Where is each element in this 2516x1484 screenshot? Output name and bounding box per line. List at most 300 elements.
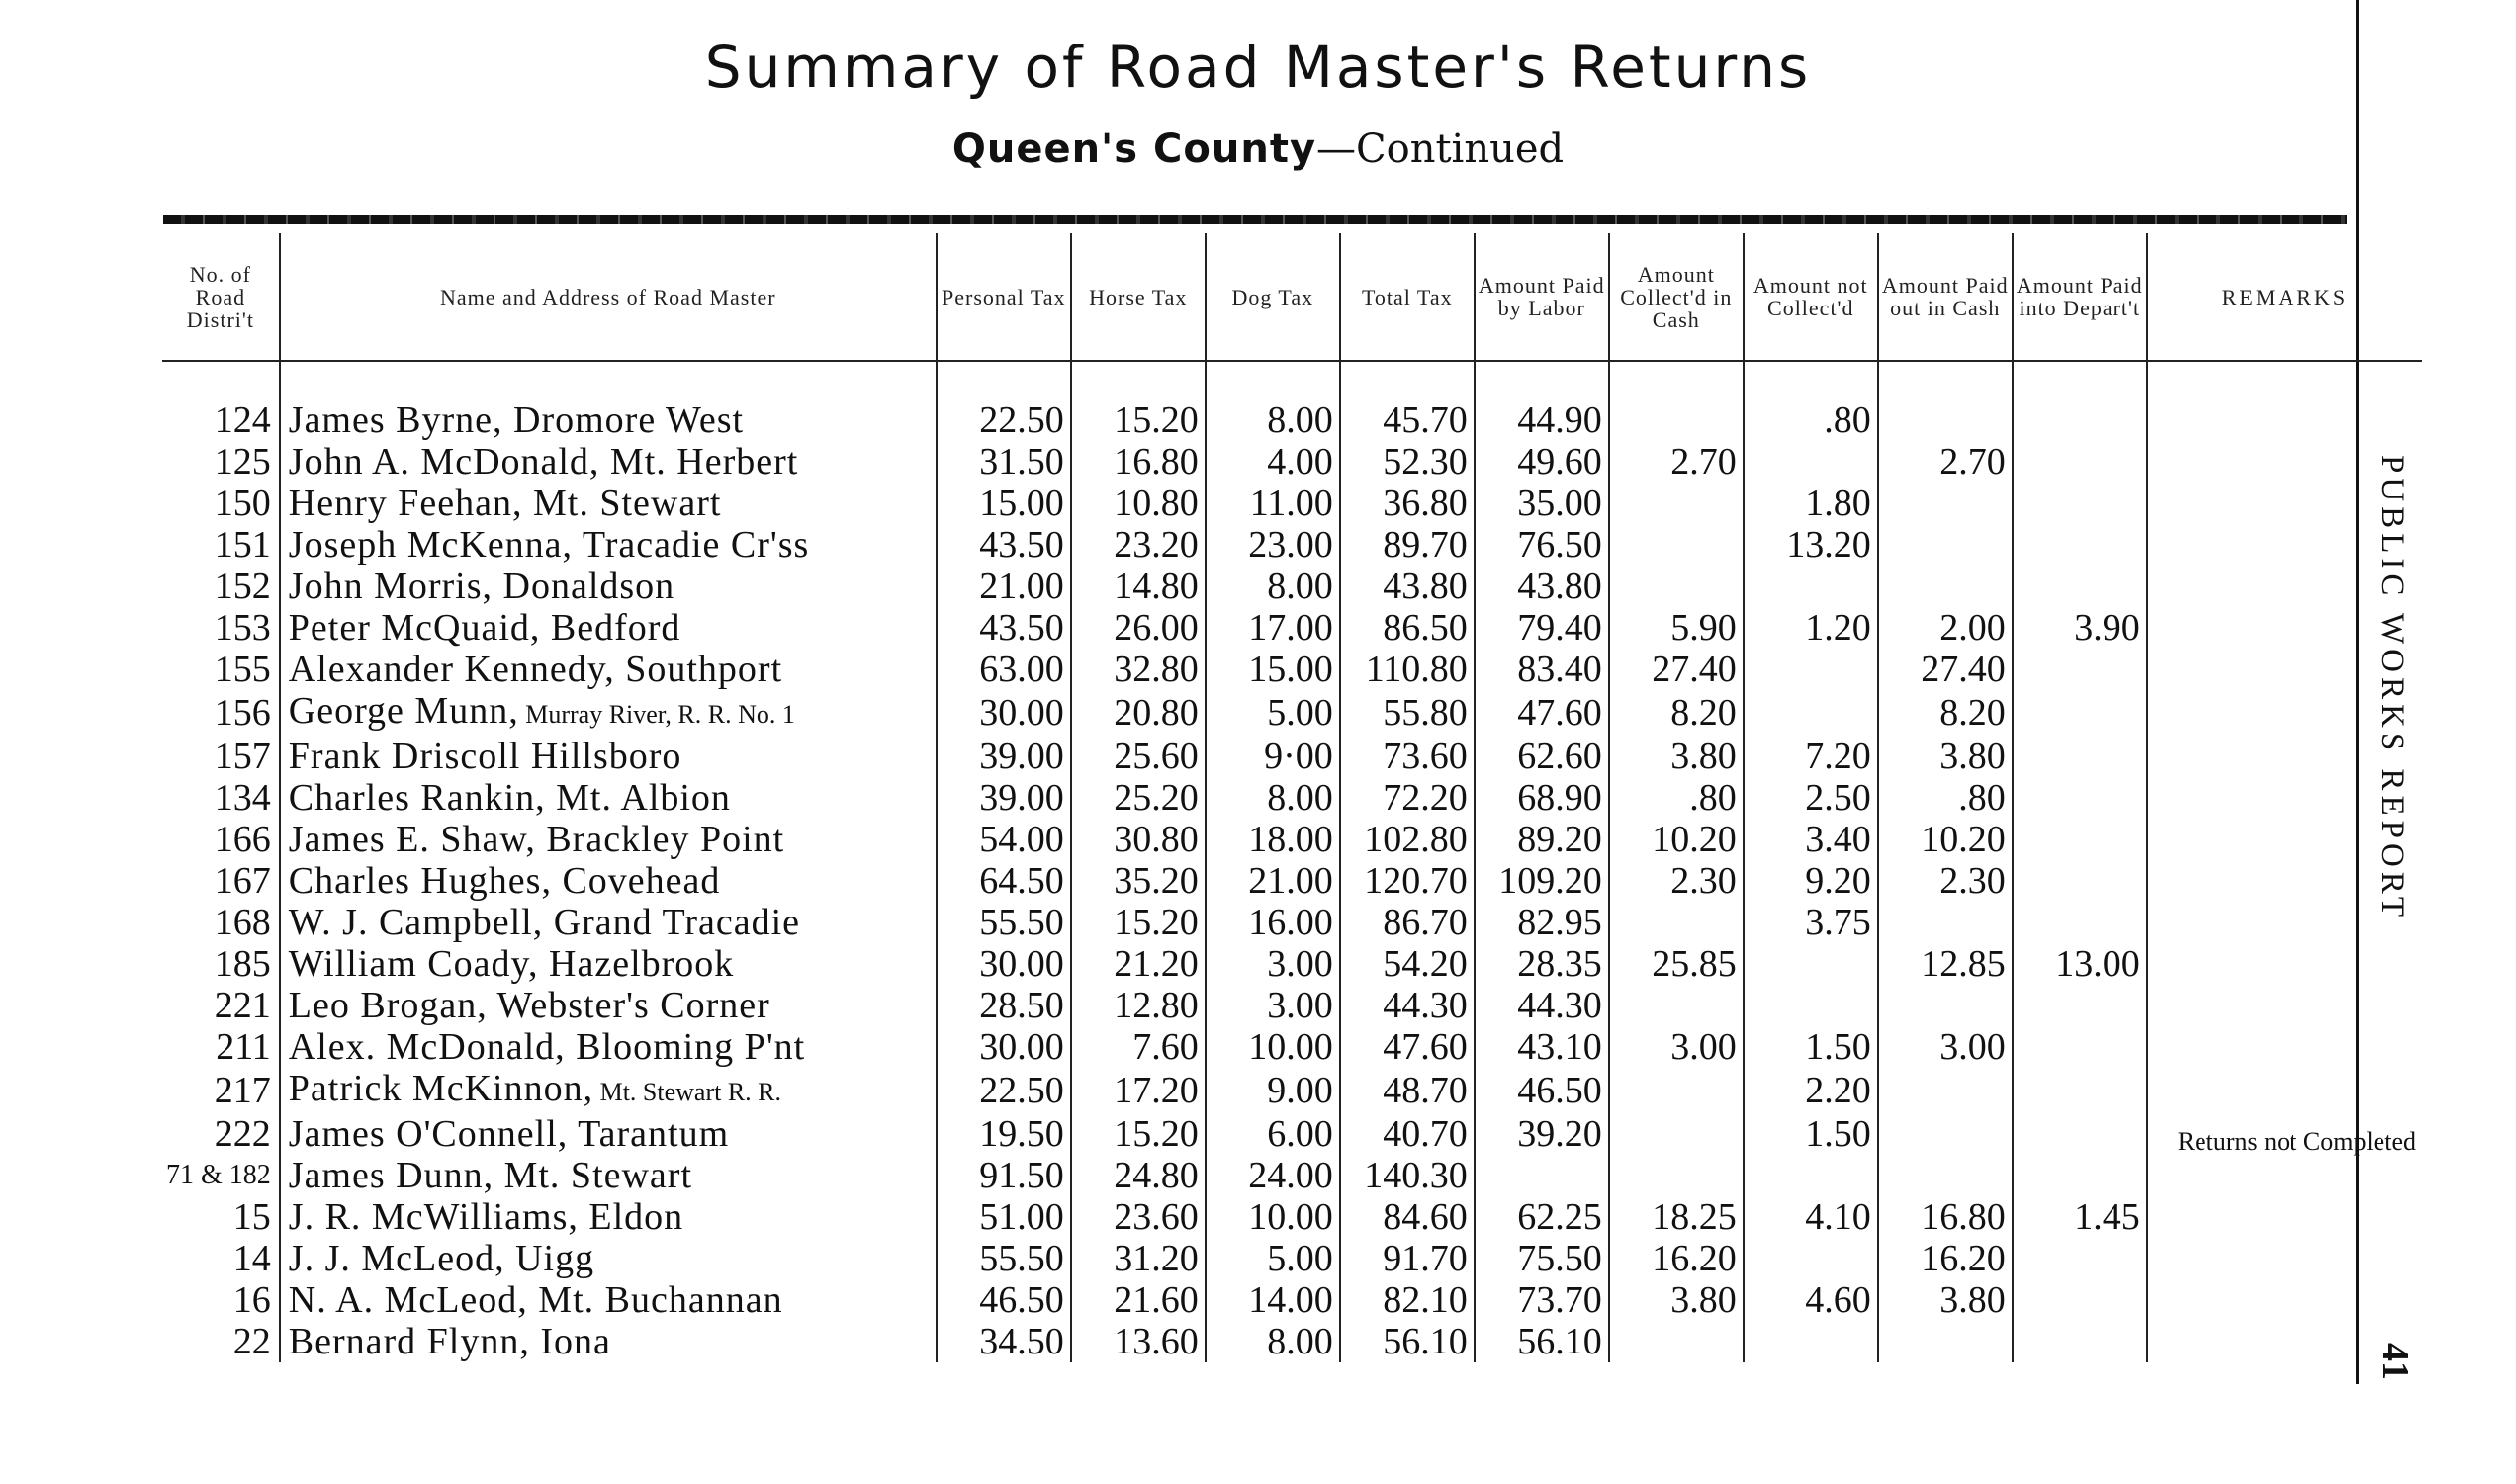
paid-into-depart-cell [2013,399,2147,441]
col-district-header: No. of Road Distri't [162,233,280,361]
paid-by-labor-cell: 56.10 [1475,1321,1609,1362]
spacer-cell [162,361,280,399]
district-number-cell: 134 [162,777,280,819]
paid-into-depart-cell: 1.45 [2013,1196,2147,1238]
personal-tax-cell: 39.00 [937,777,1071,819]
paid-by-labor-cell: 62.60 [1475,736,1609,777]
paid-by-labor-cell: 43.10 [1475,1026,1609,1068]
road-master-name: Charles Rankin, Mt. Albion [288,777,731,819]
table-row [162,649,2422,690]
table-row [162,1279,2422,1321]
district-number-cell: 222 [162,1113,280,1155]
collected-cash-cell: 10.20 [1609,819,1744,860]
collected-cash-cell [1609,985,1744,1026]
total-tax-cell: 84.60 [1340,1196,1475,1238]
subtitle-continued: —Continued [1316,127,1565,172]
paid-by-labor-cell: 39.20 [1475,1113,1609,1155]
paid-out-cash-cell: 3.80 [1878,1279,2013,1321]
paid-into-depart-cell [2013,902,2147,943]
paid-into-depart-cell [2013,1238,2147,1279]
total-tax-cell: 44.30 [1340,985,1475,1026]
collected-cash-cell [1609,1113,1744,1155]
paid-out-cash-cell [1878,524,2013,566]
district-number-cell: 217 [162,1068,280,1113]
total-tax-cell: 120.70 [1340,860,1475,902]
remarks-cell-empty [2147,482,2422,524]
horse-tax-cell: 25.60 [1071,736,1206,777]
paid-into-depart-cell [2013,649,2147,690]
horse-tax-cell: 26.00 [1071,607,1206,649]
personal-tax-cell: 64.50 [937,860,1071,902]
paid-out-cash-cell: 12.85 [1878,943,2013,985]
total-tax-cell: 48.70 [1340,1068,1475,1113]
district-number-cell: 185 [162,943,280,985]
paid-out-cash-cell [1878,1068,2013,1113]
paid-into-depart-cell [2013,1026,2147,1068]
horse-tax-cell: 12.80 [1071,985,1206,1026]
remarks-cell-empty [2147,860,2422,902]
collected-cash-cell: 5.90 [1609,607,1744,649]
page-subtitle [0,127,2516,172]
road-master-name-cell [280,819,937,860]
dog-tax-cell: 14.00 [1206,1279,1340,1321]
table-header-row [162,233,2422,361]
total-tax-cell: 72.20 [1340,777,1475,819]
total-tax-cell: 110.80 [1340,649,1475,690]
col-personal-tax-header: Personal Tax [937,233,1071,361]
road-master-name: N. A. McLeod, Mt. Buchannan [288,1279,783,1321]
road-master-name: W. J. Campbell, Grand Tracadie [288,902,801,943]
table-row [162,1026,2422,1068]
total-tax-cell: 55.80 [1340,690,1475,736]
total-tax-cell: 45.70 [1340,399,1475,441]
road-master-name: Bernard Flynn, Iona [288,1321,611,1362]
total-tax-cell: 140.30 [1340,1155,1475,1196]
district-number-cell: 124 [162,399,280,441]
dog-tax-cell: 16.00 [1206,902,1340,943]
col-horse-tax-header: Horse Tax [1071,233,1206,361]
paid-out-cash-cell [1878,902,2013,943]
not-collected-cell: 3.75 [1744,902,1878,943]
paid-into-depart-cell [2013,1113,2147,1155]
collected-cash-cell: 3.80 [1609,1279,1744,1321]
not-collected-cell: 9.20 [1744,860,1878,902]
paid-out-cash-cell: 3.00 [1878,1026,2013,1068]
paid-into-depart-cell: 3.90 [2013,607,2147,649]
table-row [162,860,2422,902]
remarks-cell-empty [2147,566,2422,607]
col-paid-into-depart-header: Amount Paid into Depart't [2013,233,2147,361]
paid-by-labor-cell: 44.30 [1475,985,1609,1026]
horse-tax-cell: 14.80 [1071,566,1206,607]
road-master-name: Peter McQuaid, Bedford [288,607,681,649]
personal-tax-cell: 22.50 [937,1068,1071,1113]
dog-tax-cell: 9.00 [1206,1068,1340,1113]
paid-out-cash-cell: 2.00 [1878,607,2013,649]
district-number-cell: 14 [162,1238,280,1279]
personal-tax-cell: 34.50 [937,1321,1071,1362]
not-collected-cell [1744,690,1878,736]
total-tax-cell: 86.70 [1340,902,1475,943]
paid-into-depart-cell [2013,1155,2147,1196]
dog-tax-cell: 8.00 [1206,1321,1340,1362]
total-tax-cell: 86.50 [1340,607,1475,649]
spacer-cell [1071,361,1206,399]
horse-tax-cell: 13.60 [1071,1321,1206,1362]
district-number-cell: 152 [162,566,280,607]
personal-tax-cell: 22.50 [937,399,1071,441]
dog-tax-cell: 21.00 [1206,860,1340,902]
road-master-name-cell [280,1026,937,1068]
horse-tax-cell: 16.80 [1071,441,1206,482]
road-master-name-cell [280,736,937,777]
col-remarks-header: REMARKS [2147,233,2422,361]
table-row [162,1113,2422,1155]
paid-into-depart-cell [2013,985,2147,1026]
paid-out-cash-cell: 16.80 [1878,1196,2013,1238]
paid-by-labor-cell: 73.70 [1475,1279,1609,1321]
table-spacer-row [162,361,2422,399]
remarks-cell-empty [2147,1026,2422,1068]
collected-cash-cell [1609,1321,1744,1362]
road-master-name-cell [280,482,937,524]
dog-tax-cell: 23.00 [1206,524,1340,566]
not-collected-cell: 1.50 [1744,1026,1878,1068]
spacer-cell [1744,361,1878,399]
paid-into-depart-cell [2013,1068,2147,1113]
table-row [162,482,2422,524]
paid-by-labor-cell: 68.90 [1475,777,1609,819]
paid-out-cash-cell: 27.40 [1878,649,2013,690]
district-number-cell: 168 [162,902,280,943]
table-row [162,1238,2422,1279]
personal-tax-cell: 15.00 [937,482,1071,524]
paid-into-depart-cell [2013,1321,2147,1362]
collected-cash-cell [1609,1155,1744,1196]
paid-into-depart-cell: 13.00 [2013,943,2147,985]
remarks-cell-empty [2147,690,2422,736]
horse-tax-cell: 21.20 [1071,943,1206,985]
remarks-cell-empty [2147,943,2422,985]
district-number-cell: 71 & 182 [162,1155,280,1196]
not-collected-cell: 1.80 [1744,482,1878,524]
paid-out-cash-cell [1878,985,2013,1026]
remarks-cell-empty [2147,985,2422,1026]
road-master-name: George Munn, [288,690,519,732]
collected-cash-cell: 3.00 [1609,1026,1744,1068]
remarks-cell-empty [2147,902,2422,943]
dog-tax-cell: 18.00 [1206,819,1340,860]
not-collected-cell: 1.20 [1744,607,1878,649]
horse-tax-cell: 7.60 [1071,1026,1206,1068]
road-master-name: J. J. McLeod, Uigg [288,1238,595,1279]
header-rule [163,215,2347,224]
spacer-cell [1609,361,1744,399]
not-collected-cell: .80 [1744,399,1878,441]
district-number-cell: 166 [162,819,280,860]
district-number-cell: 153 [162,607,280,649]
paid-by-labor-cell: 49.60 [1475,441,1609,482]
remarks-cell-empty [2147,441,2422,482]
horse-tax-cell: 15.20 [1071,1113,1206,1155]
paid-out-cash-cell: 8.20 [1878,690,2013,736]
road-master-name-cell [280,441,937,482]
dog-tax-cell: 9·00 [1206,736,1340,777]
remarks-cell-empty [2147,1068,2422,1113]
spacer-cell [1475,361,1609,399]
col-not-collected-header: Amount not Collect'd [1744,233,1878,361]
paid-by-labor-cell: 109.20 [1475,860,1609,902]
not-collected-cell [1744,649,1878,690]
total-tax-cell: 89.70 [1340,524,1475,566]
district-number-cell: 15 [162,1196,280,1238]
paid-out-cash-cell: 16.20 [1878,1238,2013,1279]
not-collected-cell: 3.40 [1744,819,1878,860]
table-row [162,441,2422,482]
paid-by-labor-cell: 79.40 [1475,607,1609,649]
paid-into-depart-cell [2013,1279,2147,1321]
paid-by-labor-cell: 47.60 [1475,690,1609,736]
road-master-name-cell [280,943,937,985]
dog-tax-cell: 11.00 [1206,482,1340,524]
road-master-name-cell [280,1113,937,1155]
road-master-returns-table [162,233,2422,1362]
remarks-cell-empty [2147,777,2422,819]
subtitle-county: Queen's County [951,127,1317,172]
remarks-cell-empty [2147,1238,2422,1279]
collected-cash-cell [1609,902,1744,943]
paid-by-labor-cell: 75.50 [1475,1238,1609,1279]
personal-tax-cell: 39.00 [937,736,1071,777]
district-number-cell: 157 [162,736,280,777]
paid-by-labor-cell: 76.50 [1475,524,1609,566]
personal-tax-cell: 19.50 [937,1113,1071,1155]
paid-by-labor-cell: 82.95 [1475,902,1609,943]
total-tax-cell: 40.70 [1340,1113,1475,1155]
personal-tax-cell: 31.50 [937,441,1071,482]
dog-tax-cell: 8.00 [1206,399,1340,441]
col-collected-cash-header: Amount Collect'd in Cash [1609,233,1744,361]
collected-cash-cell: 16.20 [1609,1238,1744,1279]
road-master-name: James Byrne, Dromore West [288,399,745,441]
road-master-name-cell [280,607,937,649]
table-row [162,690,2422,736]
paid-out-cash-cell [1878,1321,2013,1362]
paid-by-labor-cell: 83.40 [1475,649,1609,690]
not-collected-cell [1744,1155,1878,1196]
road-master-name-cell [280,1238,937,1279]
table-row [162,985,2422,1026]
personal-tax-cell: 43.50 [937,607,1071,649]
horse-tax-cell: 23.20 [1071,524,1206,566]
collected-cash-cell [1609,524,1744,566]
dog-tax-cell: 10.00 [1206,1026,1340,1068]
road-master-name: Henry Feehan, Mt. Stewart [288,482,722,524]
paid-into-depart-cell [2013,524,2147,566]
collected-cash-cell: 2.70 [1609,441,1744,482]
not-collected-cell [1744,1238,1878,1279]
district-number-cell: 156 [162,690,280,736]
dog-tax-cell: 15.00 [1206,649,1340,690]
not-collected-cell: 2.50 [1744,777,1878,819]
paid-out-cash-cell [1878,1113,2013,1155]
road-master-name-cell [280,777,937,819]
remarks-cell-empty [2147,1196,2422,1238]
district-number-cell: 211 [162,1026,280,1068]
personal-tax-cell: 91.50 [937,1155,1071,1196]
horse-tax-cell: 30.80 [1071,819,1206,860]
spacer-cell [1206,361,1340,399]
collected-cash-cell: 27.40 [1609,649,1744,690]
road-master-name: Charles Hughes, Covehead [288,860,721,902]
not-collected-cell: 7.20 [1744,736,1878,777]
table-body [162,361,2422,1362]
paid-out-cash-cell: 2.30 [1878,860,2013,902]
dog-tax-cell: 10.00 [1206,1196,1340,1238]
district-number-cell: 155 [162,649,280,690]
not-collected-cell [1744,441,1878,482]
road-master-name-cell [280,985,937,1026]
personal-tax-cell: 28.50 [937,985,1071,1026]
remarks-cell-empty [2147,819,2422,860]
remarks-cell-empty [2147,524,2422,566]
remarks-cell-empty [2147,1321,2422,1362]
road-master-name: Frank Driscoll Hillsboro [288,736,682,777]
not-collected-cell: 4.10 [1744,1196,1878,1238]
table-row [162,902,2422,943]
total-tax-cell: 102.80 [1340,819,1475,860]
total-tax-cell: 56.10 [1340,1321,1475,1362]
paid-out-cash-cell [1878,482,2013,524]
district-number-cell: 151 [162,524,280,566]
table-row [162,1321,2422,1362]
paid-into-depart-cell [2013,860,2147,902]
road-master-name: Alex. McDonald, Blooming P'nt [288,1026,806,1068]
paid-into-depart-cell [2013,777,2147,819]
personal-tax-cell: 51.00 [937,1196,1071,1238]
not-collected-cell [1744,566,1878,607]
personal-tax-cell: 55.50 [937,902,1071,943]
table-row [162,777,2422,819]
col-dog-tax-header: Dog Tax [1206,233,1340,361]
not-collected-cell [1744,943,1878,985]
horse-tax-cell: 24.80 [1071,1155,1206,1196]
district-number-cell: 22 [162,1321,280,1362]
page-number: 41 [2375,1343,2416,1380]
not-collected-cell: 13.20 [1744,524,1878,566]
personal-tax-cell: 63.00 [937,649,1071,690]
personal-tax-cell: 30.00 [937,1026,1071,1068]
running-head: PUBLIC WORKS REPORT [2375,455,2410,921]
paid-by-labor-cell: 28.35 [1475,943,1609,985]
remarks-cell-empty [2147,649,2422,690]
dog-tax-cell: 8.00 [1206,566,1340,607]
paid-out-cash-cell: .80 [1878,777,2013,819]
paid-into-depart-cell [2013,566,2147,607]
road-master-name-cell [280,1196,937,1238]
road-master-name: Leo Brogan, Webster's Corner [288,985,770,1026]
col-paid-out-cash-header: Amount Paid out in Cash [1878,233,2013,361]
spacer-cell [937,361,1071,399]
paid-by-labor-cell: 35.00 [1475,482,1609,524]
road-master-name: Joseph McKenna, Tracadie Cr'ss [288,524,810,566]
paid-into-depart-cell [2013,482,2147,524]
horse-tax-cell: 32.80 [1071,649,1206,690]
road-master-name-cell [280,690,937,736]
road-master-name: John A. McDonald, Mt. Herbert [288,441,799,482]
collected-cash-cell: .80 [1609,777,1744,819]
col-total-tax-header: Total Tax [1340,233,1475,361]
district-number-cell: 150 [162,482,280,524]
not-collected-cell [1744,1321,1878,1362]
total-tax-cell: 91.70 [1340,1238,1475,1279]
total-tax-cell: 82.10 [1340,1279,1475,1321]
collected-cash-cell: 18.25 [1609,1196,1744,1238]
personal-tax-cell: 30.00 [937,943,1071,985]
horse-tax-cell: 20.80 [1071,690,1206,736]
road-master-name-cell [280,649,937,690]
table-row [162,524,2422,566]
road-master-name: Patrick McKinnon, [288,1068,594,1109]
remarks-cell-empty [2147,1155,2422,1196]
road-master-address-small: Murray River, R. R. No. 1 [518,700,795,729]
not-collected-cell [1744,985,1878,1026]
spacer-cell [1878,361,2013,399]
remarks-cell-empty [2147,399,2422,441]
remarks-cell-empty [2147,607,2422,649]
road-master-name: James E. Shaw, Brackley Point [288,819,785,860]
total-tax-cell: 36.80 [1340,482,1475,524]
personal-tax-cell: 55.50 [937,1238,1071,1279]
district-number-cell: 167 [162,860,280,902]
spacer-cell [2013,361,2147,399]
not-collected-cell: 4.60 [1744,1279,1878,1321]
road-master-name-cell [280,902,937,943]
paid-by-labor-cell: 89.20 [1475,819,1609,860]
collected-cash-cell: 2.30 [1609,860,1744,902]
dog-tax-cell: 8.00 [1206,777,1340,819]
dog-tax-cell: 17.00 [1206,607,1340,649]
dog-tax-cell: 6.00 [1206,1113,1340,1155]
table-row [162,566,2422,607]
paid-out-cash-cell [1878,399,2013,441]
paid-by-labor-cell: 62.25 [1475,1196,1609,1238]
horse-tax-cell: 10.80 [1071,482,1206,524]
road-master-name-cell [280,1068,937,1113]
road-master-name-cell [280,399,937,441]
spacer-cell [280,361,937,399]
horse-tax-cell: 35.20 [1071,860,1206,902]
road-master-name-cell [280,524,937,566]
dog-tax-cell: 3.00 [1206,943,1340,985]
table-row [162,1155,2422,1196]
horse-tax-cell: 31.20 [1071,1238,1206,1279]
paid-into-depart-cell [2013,441,2147,482]
paid-by-labor-cell: 46.50 [1475,1068,1609,1113]
spacer-cell [1340,361,1475,399]
collected-cash-cell: 25.85 [1609,943,1744,985]
district-number-cell: 221 [162,985,280,1026]
horse-tax-cell: 15.20 [1071,902,1206,943]
collected-cash-cell: 3.80 [1609,736,1744,777]
paid-by-labor-cell [1475,1155,1609,1196]
road-master-name-cell [280,566,937,607]
total-tax-cell: 54.20 [1340,943,1475,985]
road-master-address-small: Mt. Stewart R. R. [593,1078,782,1106]
table-row [162,1068,2422,1113]
not-collected-cell: 1.50 [1744,1113,1878,1155]
remarks-cell-empty [2147,736,2422,777]
